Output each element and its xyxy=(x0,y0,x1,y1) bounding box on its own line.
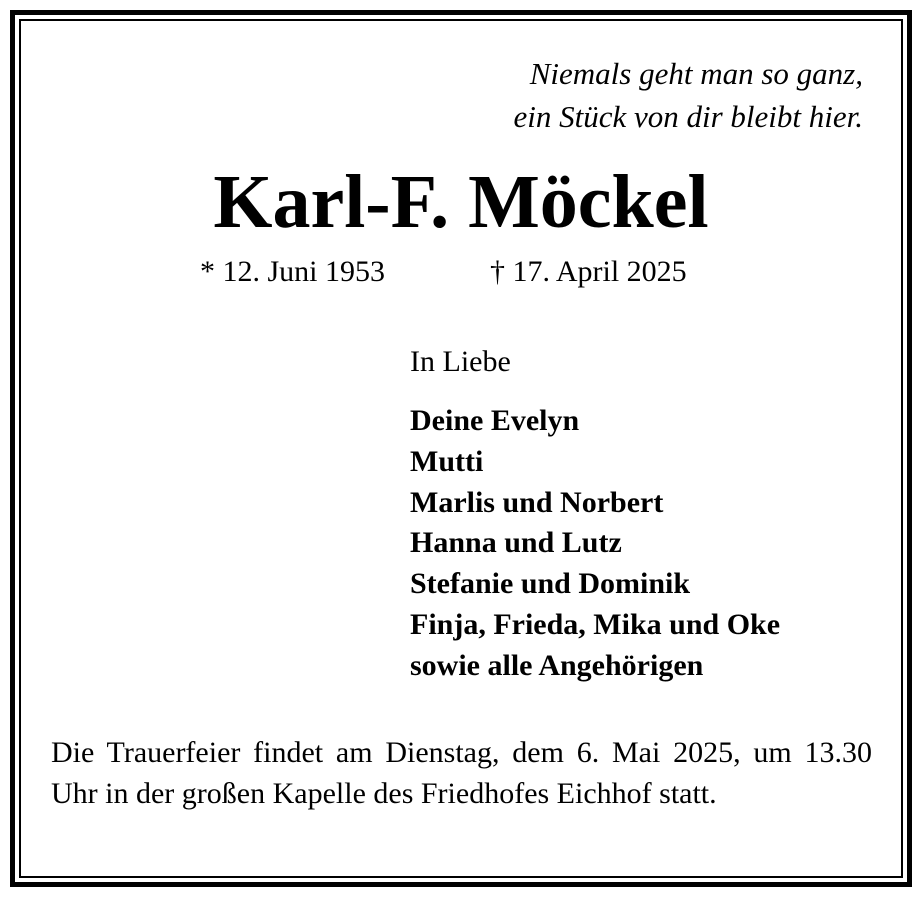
mourner-line: Stefanie und Dominik xyxy=(410,567,691,601)
motto-line-1: Niemals geht man so ganz, xyxy=(529,56,863,91)
mourner-line: sowie alle Angehörigen xyxy=(410,648,704,682)
mourner-line: Mutti xyxy=(410,444,484,478)
deceased-name: Karl-F. Möckel xyxy=(213,160,709,244)
mourner-line: Marlis und Norbert xyxy=(410,485,664,519)
funeral-announcement: Die Trauerfeier findet am Dienstag, dem 6. Mai 2025, um 13.30 Uhr in der großen Kapelle des Friedhofes Eichhof statt. xyxy=(51,736,872,810)
mourners-list xyxy=(410,401,780,687)
death-date: † 17. April 2025 xyxy=(490,255,687,288)
mourner-line: Finja, Frieda, Mika und Oke xyxy=(410,607,781,641)
mourner-line: Hanna und Lutz xyxy=(410,526,622,560)
motto-line-2: ein Stück von dir bleibt hier. xyxy=(513,99,863,134)
closing-phrase: In Liebe xyxy=(410,345,511,378)
birth-date: * 12. Juni 1953 xyxy=(200,255,386,288)
mourner-line: Deine Evelyn xyxy=(410,404,580,437)
motto xyxy=(0,52,863,138)
